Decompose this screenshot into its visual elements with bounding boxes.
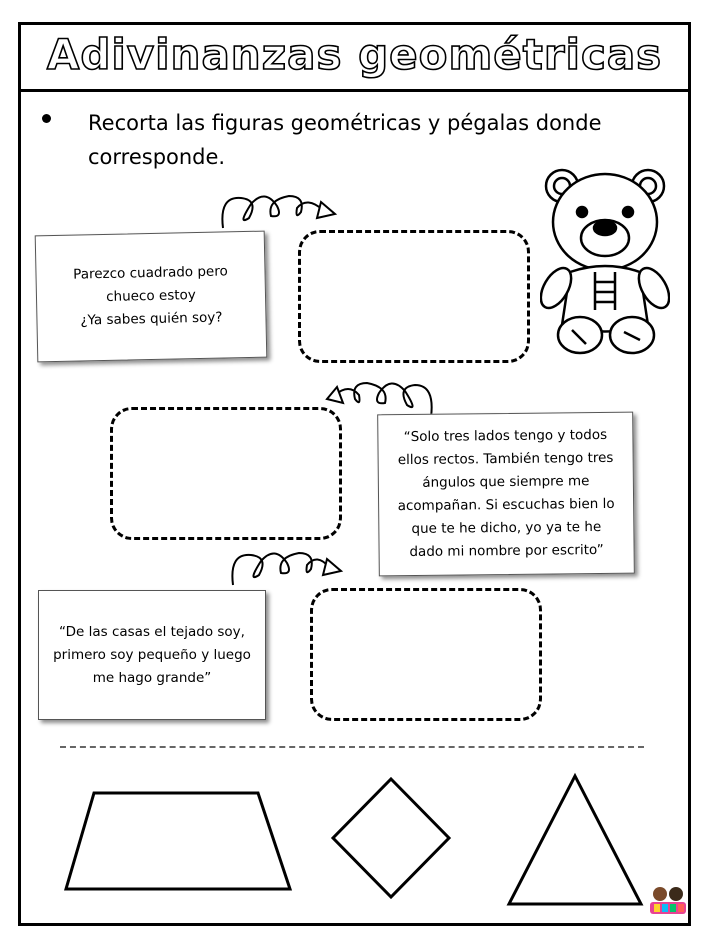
paste-slot-3	[310, 588, 542, 721]
paste-slot-2	[110, 407, 342, 540]
triangle-shape[interactable]	[505, 770, 645, 910]
riddle-card-1	[35, 231, 268, 363]
riddle-line: que te he dicho, yo ya te he	[411, 519, 602, 537]
title-bar	[18, 22, 691, 92]
paby-logo-icon	[648, 884, 688, 918]
riddle-line: me hago grande”	[92, 669, 212, 686]
riddle-line: “Solo tres lados tengo y todos	[403, 426, 608, 446]
teddy-bear-icon	[540, 160, 670, 360]
riddle-line: chueco estoy	[105, 287, 196, 305]
riddle-line: ¿Ya sabes quién soy?	[80, 309, 223, 329]
riddle-line: ellos rectos. También tengo tres	[397, 449, 614, 469]
riddle-line: primero soy pequeño y luego	[53, 646, 251, 663]
riddle-line: ángulos que siempre me	[422, 473, 590, 491]
riddle-card-2	[377, 412, 635, 577]
riddle-line: acompañan. Si escuchas bien lo	[397, 495, 615, 515]
riddle-line: Parezco cuadrado pero	[73, 263, 228, 283]
paste-slot-1	[298, 230, 530, 363]
curly-arrow-icon	[215, 188, 340, 233]
bullet-dot	[42, 114, 51, 123]
riddle-line: dado mi nombre por escrito”	[409, 541, 604, 561]
cut-line	[60, 746, 644, 748]
trapezoid-shape[interactable]	[60, 785, 300, 895]
instruction-text: Recorta las figuras geométricas y pégalas donde corresponde.	[88, 111, 602, 169]
curly-arrow-icon	[225, 545, 345, 590]
riddle-card-3	[38, 590, 266, 720]
riddle-line: “De las casas el tejado soy,	[59, 623, 245, 640]
page-title: Adivinanzas geométricas	[46, 30, 663, 79]
rhombus-shape[interactable]	[328, 775, 454, 901]
